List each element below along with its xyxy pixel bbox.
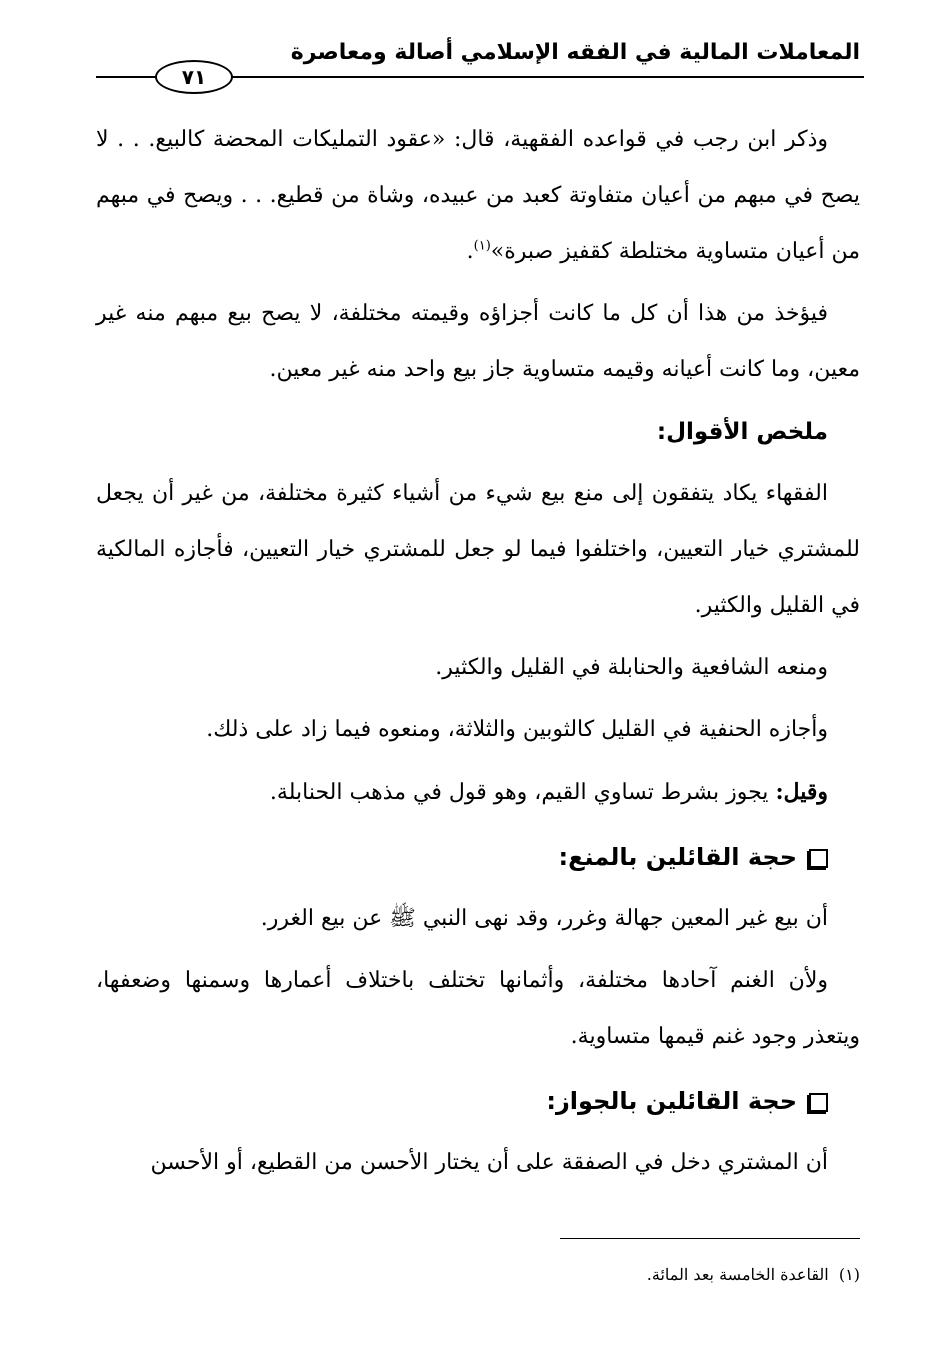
section-heading-permission: [96, 1073, 860, 1129]
section-heading-prohibition: [96, 829, 860, 885]
checkbox-bullet-icon: [809, 849, 828, 868]
running-header-title: المعاملات المالية في الفقه الإسلامي أصالة ومعاصرة: [290, 40, 860, 65]
paragraph-jurists: الفقهاء يكاد يتفقون إلى منع بيع شيء من أشياء كثيرة مختلفة، من غير أن يجعل للمشتري خيار التعيين، واختلفوا فيما لو جعل للمشتري خيار التعيين، فأجازه المالكية في القليل والكثير.: [96, 481, 860, 618]
paragraph-hanafi: وأجازه الحنفية في القليل كالثوبين والثلاثة، ومنعوه فيما زاد على ذلك.: [206, 717, 828, 742]
body-text: [96, 112, 860, 1197]
paragraph-other-view: [96, 764, 860, 821]
paragraph-shafii-hanbali: ومنعه الشافعية والحنابلة في القليل والكثير.: [435, 655, 828, 680]
footnote: [647, 1262, 860, 1288]
footnote-number: (١): [838, 1265, 860, 1284]
checkbox-bullet-icon: [809, 1093, 828, 1112]
paragraph-ibn-rajab: [96, 112, 860, 280]
paragraph-sheep: ولأن الغنم آحادها مختلفة، وأثمانها تختلف باختلاف أعمارها وسمنها وضعفها، ويتعذر وجود غنم قيمها متساوية.: [96, 968, 860, 1049]
paragraph-ibn-rajab-text: وذكر ابن رجب في قواعده الفقهية، قال: «عقود التمليكات المحضة كالبيع. . . لا يصح في مبهم من أعيان متفاوتة كعبد من عبيده، وشاة من قطيع. . . ويصح في مبهم من أعيان متساوية مختلطة كقفيز صبرة»: [96, 127, 860, 264]
paragraph-other-view-lead: وقيل:: [775, 779, 828, 805]
paragraph-gharar: أن بيع غير المعين جهالة وغرر، وقد نهى النبي ﷺ عن بيع الغرر.: [260, 906, 828, 931]
heading-summary: ملخص الأقوال:: [656, 419, 828, 445]
section-heading-permission-text: حجة القائلين بالجواز:: [546, 1087, 797, 1115]
page-number: ٧١: [155, 60, 233, 94]
footnote-reference: (١): [473, 238, 491, 254]
paragraph-buyer-choice: أن المشتري دخل في الصفقة على أن يختار الأحسن من القطيع، أو الأحسن: [150, 1150, 828, 1175]
paragraph-other-view-rest: يجوز بشرط تساوي القيم، وهو قول في مذهب الحنابلة.: [269, 780, 776, 805]
paragraph-conclusion: فيؤخذ من هذا أن كل ما كانت أجزاؤه وقيمته مختلفة، لا يصح بيع مبهم منه غير معين، وما كانت أعيانه وقيمه متساوية جاز بيع واحد منه غير معين.: [96, 301, 860, 382]
section-heading-prohibition-text: حجة القائلين بالمنع:: [558, 843, 797, 871]
paragraph-end-mark: .: [466, 239, 474, 264]
footnote-text: القاعدة الخامسة بعد المائة.: [646, 1265, 829, 1284]
footnote-rule: [560, 1238, 860, 1239]
